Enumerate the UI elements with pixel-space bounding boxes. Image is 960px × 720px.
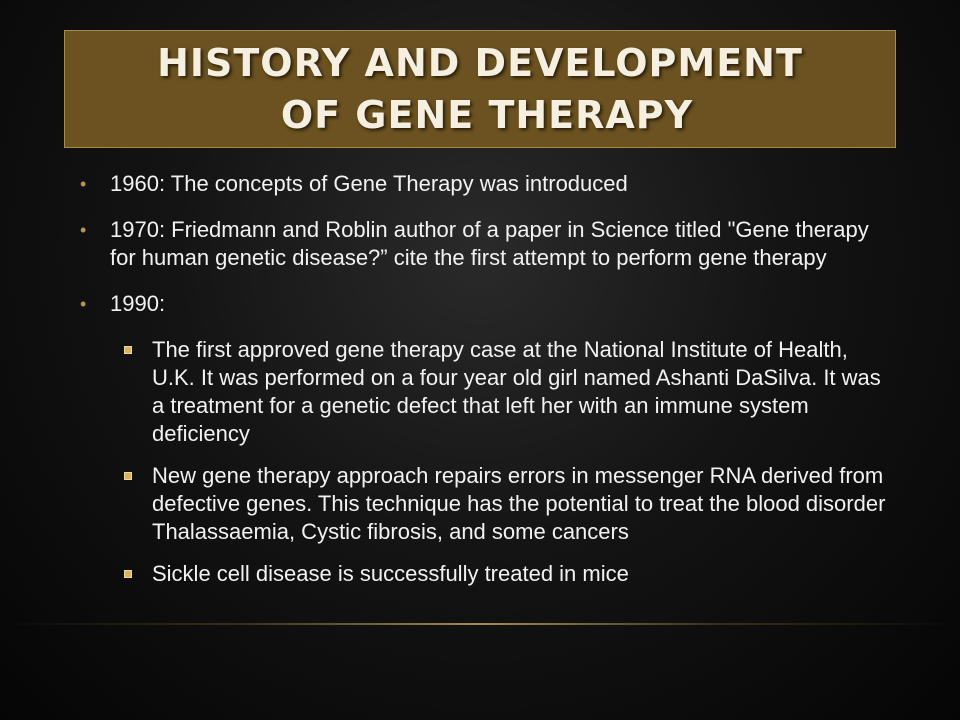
bullet-text: 1990: bbox=[110, 291, 166, 316]
bullet-item-1970 bbox=[76, 216, 896, 272]
sub-bullet-text: The first approved gene therapy case at the National Institute of Health, U.K. It was performed on a four year old girl named Ashanti DaSilva. It was a treatment for a genetic defect that left her with an immune system deficiency bbox=[152, 337, 881, 446]
slide-title-box bbox=[64, 30, 896, 148]
sub-bullet-text: Sickle cell disease is successfully treated in mice bbox=[152, 561, 629, 586]
square-bullet-icon bbox=[124, 472, 132, 480]
sub-bullet-item bbox=[112, 462, 896, 546]
bullet-item-1960 bbox=[76, 170, 896, 198]
bullet-dot-icon: • bbox=[80, 220, 87, 240]
bullet-text: 1960: The concepts of Gene Therapy was introduced bbox=[110, 171, 628, 196]
decorative-glow-line bbox=[0, 623, 960, 625]
bullet-item-1990 bbox=[76, 290, 896, 318]
bullet-dot-icon: • bbox=[80, 174, 87, 194]
square-bullet-icon bbox=[124, 570, 132, 578]
sub-bullet-item bbox=[112, 336, 896, 448]
bullet-text: 1970: Friedmann and Roblin author of a paper in Science titled "Gene therapy for human genetic disease?” cite the first attempt to perform gene therapy bbox=[110, 217, 869, 270]
slide-title-line-2: OF GENE THERAPY bbox=[280, 93, 694, 137]
sub-bullet-item bbox=[112, 560, 896, 588]
sub-bullet-text: New gene therapy approach repairs errors in messenger RNA derived from defective genes. This technique has the potential to treat the blood disorder Thalassaemia, Cystic fibrosis, and some cancers bbox=[152, 463, 886, 544]
slide-content bbox=[76, 170, 896, 602]
slide-title-line-1: HISTORY AND DEVELOPMENT bbox=[157, 41, 803, 85]
sub-bullet-list bbox=[76, 336, 896, 588]
square-bullet-icon bbox=[124, 346, 132, 354]
bullet-dot-icon: • bbox=[80, 294, 87, 314]
